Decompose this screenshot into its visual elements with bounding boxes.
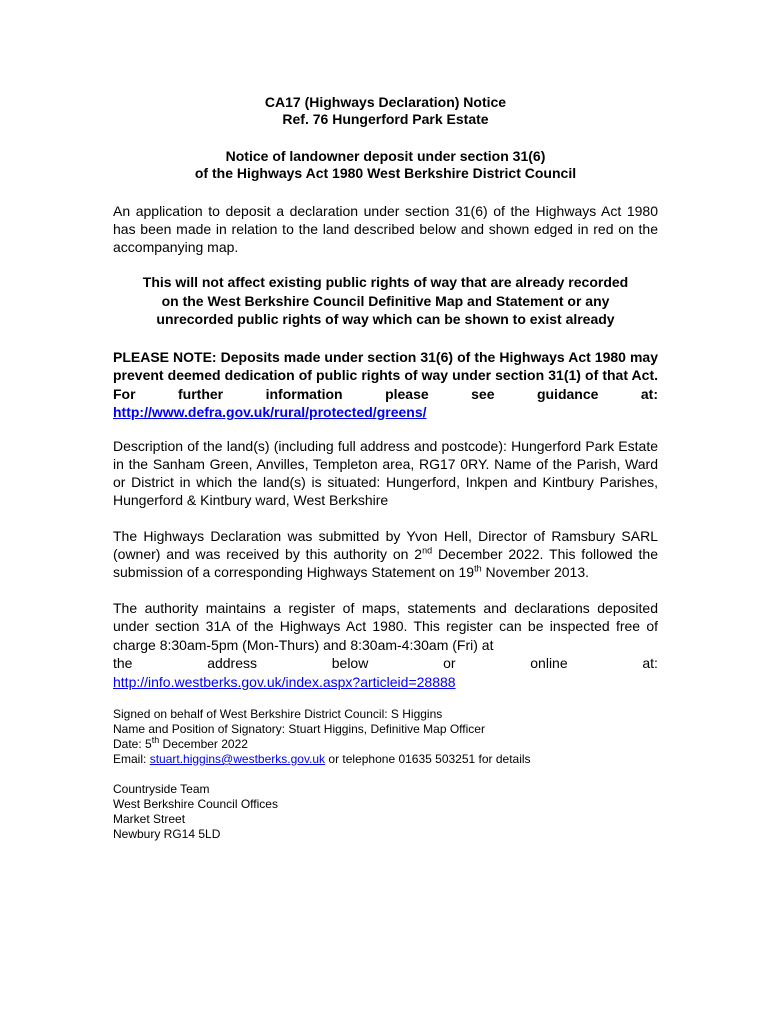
contact-line	[113, 752, 658, 767]
superscript-th: th	[151, 735, 160, 745]
defra-guidance-link[interactable]: http://www.defra.gov.uk/rural/protected/greens/	[113, 404, 427, 420]
register-word: at:	[642, 655, 658, 671]
spacer	[113, 256, 658, 273]
spacer	[113, 182, 658, 202]
register-word: below	[331, 655, 369, 671]
spacer	[113, 422, 658, 437]
date-text: Date: 5	[113, 737, 152, 751]
spacer	[113, 581, 658, 599]
address-line-2: West Berkshire Council Offices	[113, 797, 278, 811]
please-note-text: PLEASE NOTE: Deposits made under section 31(6) of the Highways Act 1980 may prevent deemed dedication of public rights of way under section 31(1) of that Act. For further information please see guidance at:	[113, 348, 658, 402]
intro-paragraph: An application to deposit a declaration under section 31(6) of the Highways Act 1980 has been made in relation to the land described below and shown edged in red on the accompanying map.	[113, 203, 658, 255]
address-line-1: Countryside Team	[113, 782, 210, 796]
spacer	[113, 691, 658, 707]
signed-on-behalf: Signed on behalf of West Berkshire District Council: S Higgins	[113, 707, 443, 721]
signature-date	[113, 737, 658, 752]
notice-page	[113, 94, 658, 842]
submission-text-3: November 2013.	[481, 563, 590, 580]
register-paragraph	[113, 599, 658, 692]
register-word: the	[113, 655, 133, 671]
header-line-2: Ref. 76 Hungerford Park Estate	[282, 111, 489, 127]
address-line-3: Market Street	[113, 812, 186, 826]
header-line-1: CA17 (Highways Declaration) Notice	[264, 94, 507, 110]
register-word: online	[530, 655, 568, 671]
superscript-th: th	[474, 562, 482, 573]
spacer	[113, 128, 658, 148]
please-note-paragraph	[113, 348, 658, 422]
notice-bold-line-3: unrecorded public rights of way which can be shown to exist already	[156, 311, 615, 327]
land-description-paragraph: Description of the land(s) (including full address and postcode): Hungerford Park Estate in the Sanham Green, Anvilles, Templeton area, RG17 0RY. Name of the Parish, Ward or District in which the land(s) is situated: Hungerford, Inkpen and Kintbury Parishes, Hungerford & Kintbury ward, West Berkshire	[113, 437, 658, 508]
submission-paragraph	[113, 527, 658, 581]
submission-text-1: The Highways Declaration was submitted by Yvon Hell, Director of Ramsbury SARL (owner) and was received by this authority on 2	[113, 527, 658, 562]
register-word: address	[207, 655, 258, 671]
telephone-text: or telephone 01635 503251 for details	[325, 752, 531, 766]
superscript-nd: nd	[422, 544, 433, 555]
register-word: or	[443, 655, 456, 671]
notice-bold-line-1: This will not affect existing public rights of way that are already recorded	[142, 274, 629, 290]
notice-bold-line-2: on the West Berkshire Council Definitive Map and Statement or any	[161, 292, 610, 309]
date-text-rest: December 2022	[159, 737, 248, 751]
spacer	[113, 329, 658, 348]
register-online-link[interactable]: http://info.westberks.gov.uk/index.aspx?articleid=28888	[113, 673, 456, 690]
email-label: Email:	[113, 752, 150, 766]
header-line-3: Notice of landowner deposit under section 31(6)	[225, 148, 546, 164]
register-text: The authority maintains a register of maps, statements and declarations deposited under section 31A of the Highways Act 1980. This register can be inspected free of charge 8:30am-5pm (Mon-Thurs) and 8:30am-4:30am (Fri) at	[113, 599, 658, 653]
header-line-4: of the Highways Act 1980 West Berkshire District Council	[194, 165, 577, 181]
submission-text-2: December 2022. This followed the submission of a corresponding Highways Statement on 19	[113, 545, 658, 580]
address-line-4: Newbury RG14 5LD	[113, 827, 221, 841]
spacer	[113, 509, 658, 527]
register-spread-line	[113, 654, 658, 673]
signatory-name-position: Name and Position of Signatory: Stuart Higgins, Definitive Map Officer	[113, 722, 485, 736]
email-link[interactable]: stuart.higgins@westberks.gov.uk	[149, 752, 326, 766]
spacer	[113, 767, 658, 782]
